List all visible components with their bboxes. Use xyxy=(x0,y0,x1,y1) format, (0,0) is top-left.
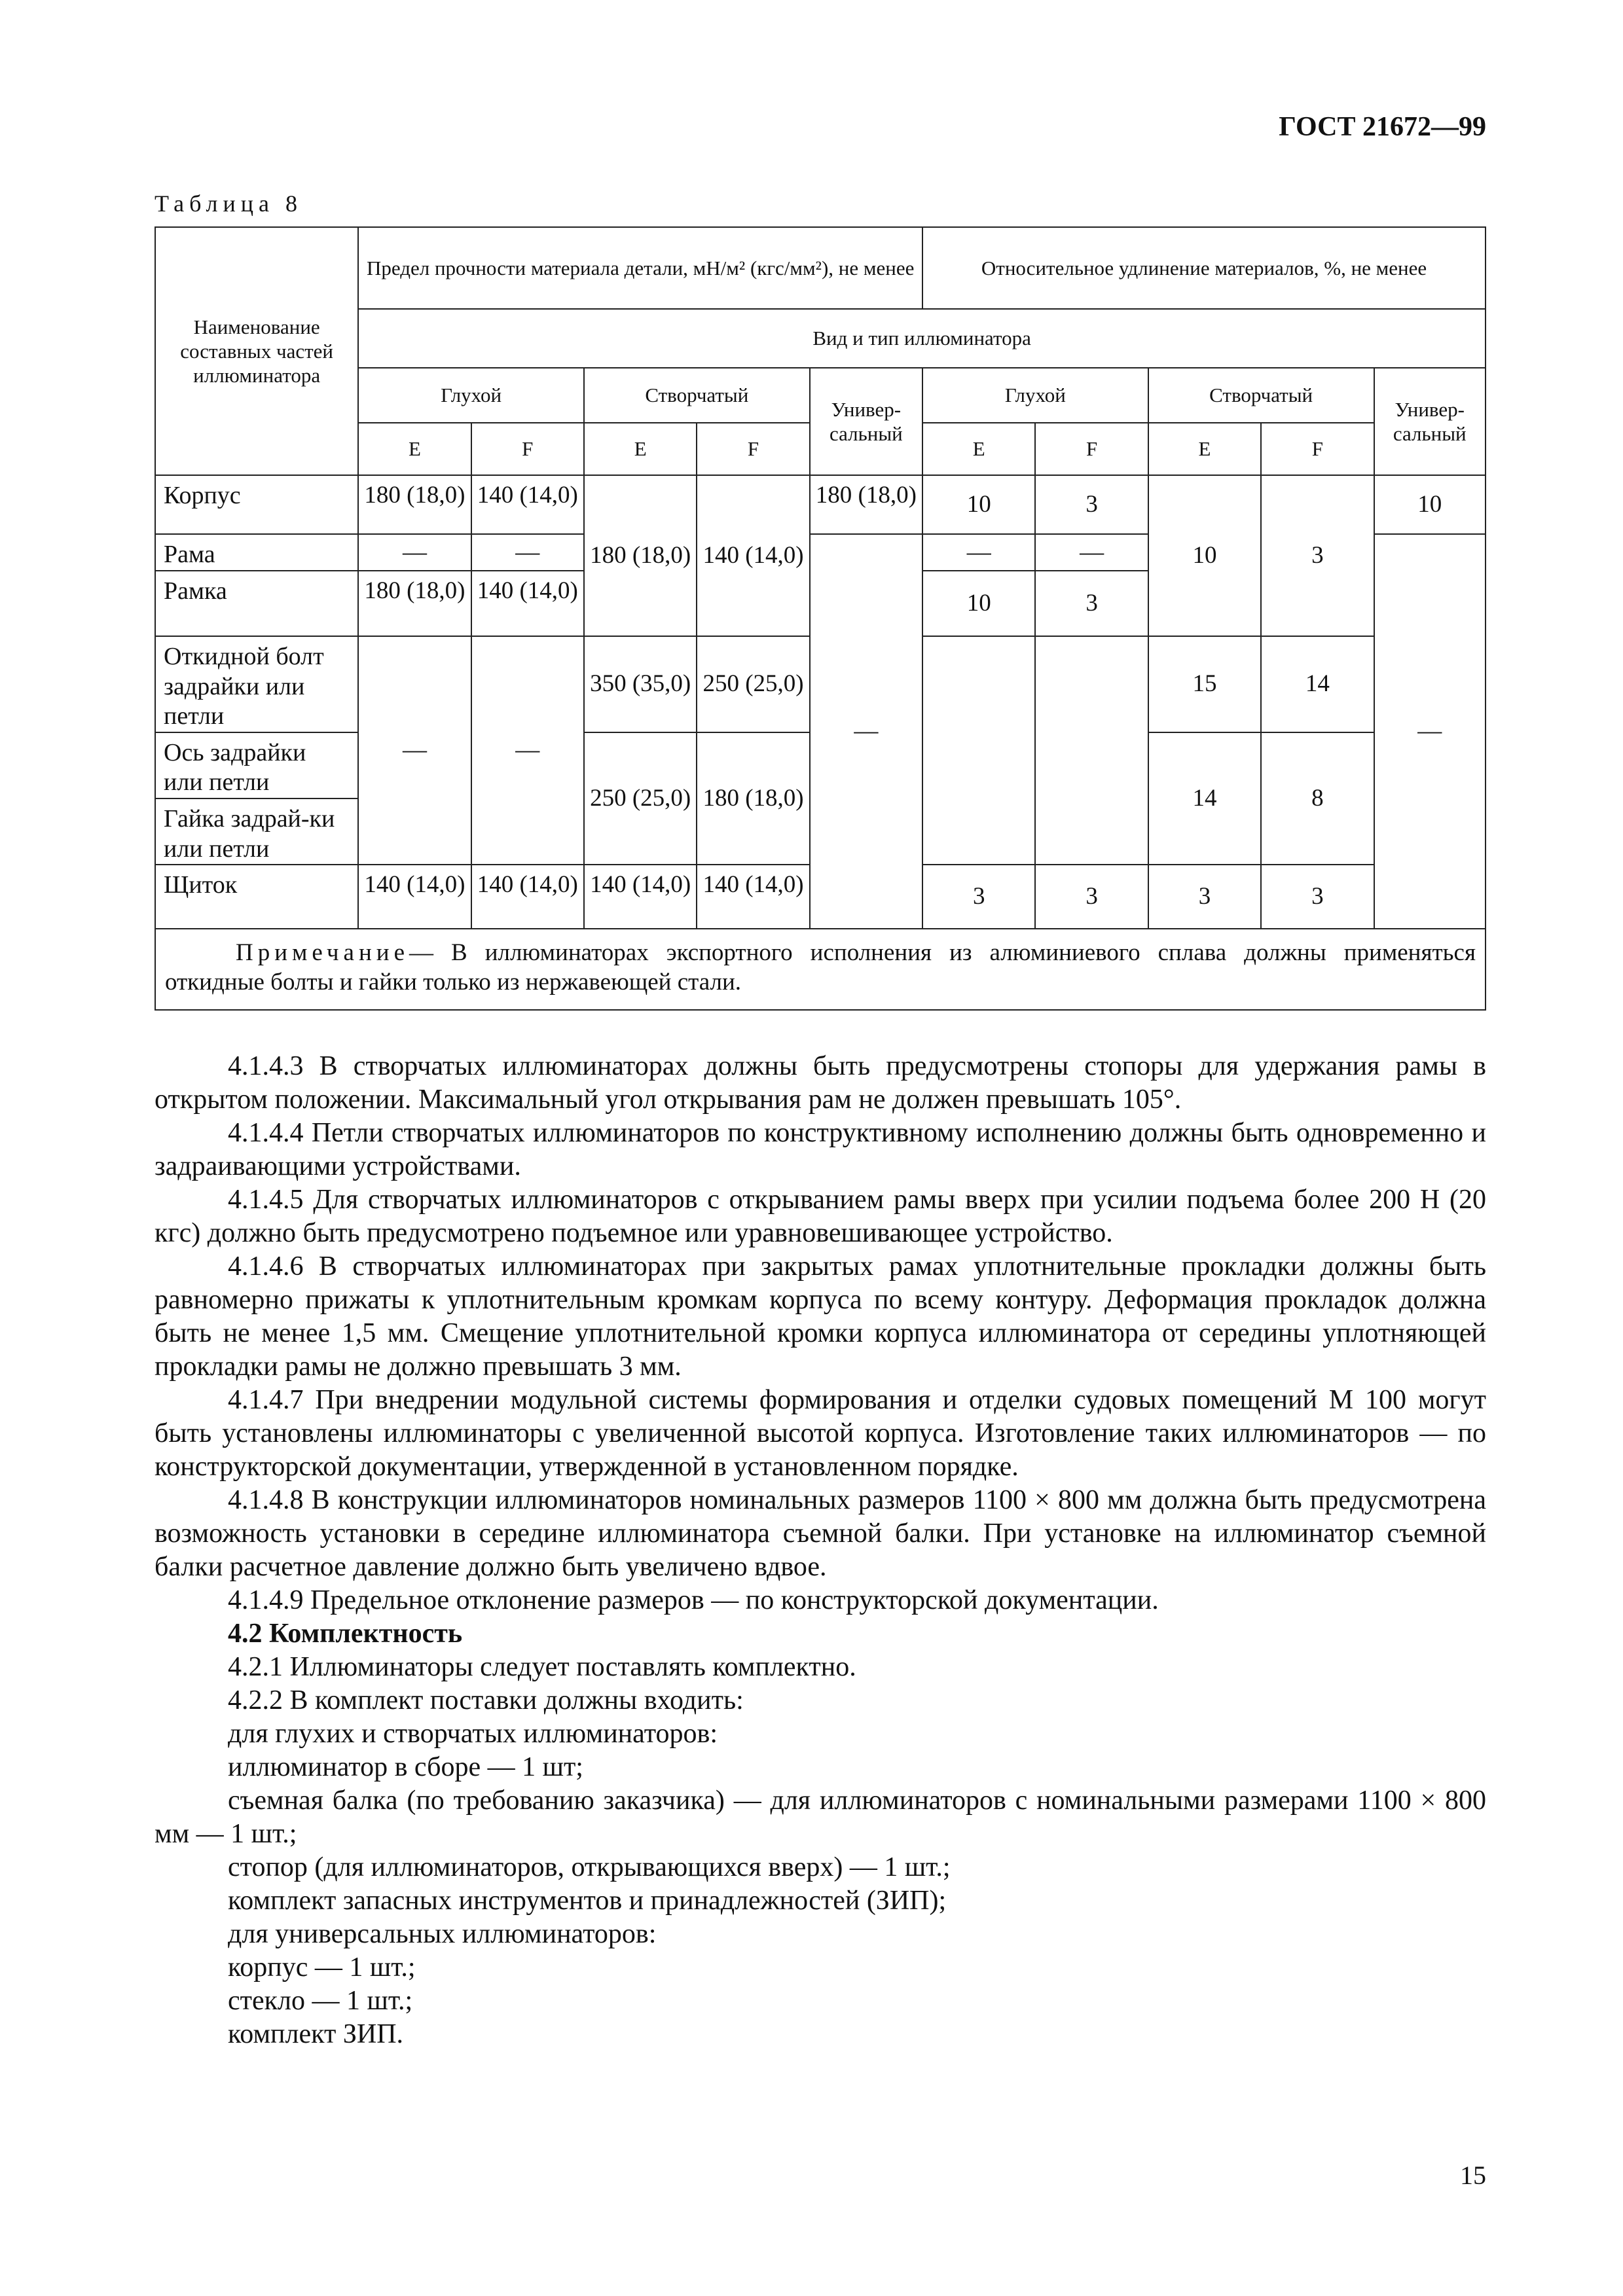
list-item: комплект запасных инструментов и принадлежностей (ЗИП); xyxy=(228,1886,947,1916)
page-number: 15 xyxy=(1460,2161,1486,2190)
header-part-name: Наименование составных частей иллюминатора xyxy=(155,227,358,475)
header-blind: Глухой xyxy=(358,368,584,423)
table-caption: Таблица 8 xyxy=(155,190,302,217)
header-f: F xyxy=(1261,423,1374,475)
cell: 180 (18,0) xyxy=(358,475,471,534)
table-note xyxy=(155,929,1486,1010)
row-name: Рамка xyxy=(155,571,358,636)
cell: 10 xyxy=(1374,475,1486,534)
list-item: для глухих и створчатых иллюминаторов: xyxy=(228,1719,718,1749)
header-universal-elong: Универ-сальный xyxy=(1374,368,1486,475)
paragraph: 4.1.4.8 В конструкции иллюминаторов номинальных размеров 1100 × 800 мм должна быть предусмотрена возможность установки в середине иллюминатора съемной балки. При установке на иллюминатор съемной балки расчетное давление должно быть увеличено вдвое. xyxy=(155,1485,1486,1582)
paragraph: 4.1.4.3 В створчатых иллюминаторах должны быть предусмотрены стопоры для удержания рамы в открытом положении. Максимальный угол открывания рам не должен превышать 105°. xyxy=(155,1051,1486,1115)
header-elongation: Относительное удлинение материалов, %, не менее xyxy=(922,227,1486,309)
paragraph: 4.1.4.5 Для створчатых иллюминаторов с открыванием рамы вверх при усилии подъема более 200 Н (20 кгс) должно быть предусмотрено подъемное или уравновешивающее устройство. xyxy=(155,1185,1486,1248)
header-type: Вид и тип иллюминатора xyxy=(358,309,1486,368)
cell: 3 xyxy=(1035,865,1148,929)
cell: 3 xyxy=(1035,571,1148,636)
properties-table xyxy=(155,226,1486,1011)
header-f: F xyxy=(697,423,809,475)
cell: — xyxy=(358,534,471,571)
cell: 140 (14,0) xyxy=(697,475,809,636)
cell: 14 xyxy=(1148,732,1261,865)
cell: 140 (14,0) xyxy=(584,865,697,929)
row-name: Корпус xyxy=(155,475,358,534)
cell: 250 (25,0) xyxy=(697,636,809,732)
paragraph: 4.1.4.6 В створчатых иллюминаторах при закрытых рамах уплотнительные прокладки должны быть равномерно прижаты к уплотнительным кромкам корпуса по всему контуру. Деформация прокладок должна быть не менее 1,5 мм. Смещение уплотнительной кромки корпуса иллюминатора от середины уплотняющей прокладки рамы не должно превышать 3 мм. xyxy=(155,1251,1486,1382)
header-e: E xyxy=(1148,423,1261,475)
cell: 10 xyxy=(922,571,1035,636)
header-f: F xyxy=(1035,423,1148,475)
cell: 350 (35,0) xyxy=(584,636,697,732)
cell: 250 (25,0) xyxy=(584,732,697,865)
header-e: E xyxy=(358,423,471,475)
cell: — xyxy=(922,534,1035,571)
cell: 180 (18,0) xyxy=(584,475,697,636)
table-note-row xyxy=(155,929,1486,1010)
list-item: стопор (для иллюминаторов, открывающихся вверх) — 1 шт.; xyxy=(228,1852,951,1882)
cell: 8 xyxy=(1261,732,1374,865)
cell: — xyxy=(810,534,922,929)
cell: — xyxy=(358,636,471,865)
list-item: съемная балка (по требованию заказчика) — для иллюминаторов с номинальными размерами 1100 × 800 мм — 1 шт.; xyxy=(155,1785,1486,1849)
list-item: стекло — 1 шт.; xyxy=(228,1986,413,2016)
header-hinged-elong: Створчатый xyxy=(1148,368,1374,423)
note-label: Примечание xyxy=(236,939,409,967)
header-e: E xyxy=(584,423,697,475)
cell: — xyxy=(1374,534,1486,929)
cell: 14 xyxy=(1261,636,1374,732)
row-name: Откидной болт задрайки или петли xyxy=(155,636,358,732)
header-hinged: Створчатый xyxy=(584,368,810,423)
header-blind-elong: Глухой xyxy=(922,368,1148,423)
list-item: иллюминатор в сборе — 1 шт; xyxy=(228,1752,583,1782)
paragraph: 4.1.4.4 Петли створчатых иллюминаторов по конструктивному исполнению должны быть одновременно и задраивающими устройствами. xyxy=(155,1118,1486,1181)
header-universal: Универ-сальный xyxy=(810,368,922,475)
cell: 3 xyxy=(1261,865,1374,929)
row-name: Рама xyxy=(155,534,358,571)
cell: 3 xyxy=(1148,865,1261,929)
cell: 140 (14,0) xyxy=(697,865,809,929)
cell: — xyxy=(471,534,584,571)
cell: 10 xyxy=(1148,475,1261,636)
list-item: комплект ЗИП. xyxy=(228,2019,404,2049)
list-item: корпус — 1 шт.; xyxy=(228,1952,416,1982)
cell: 10 xyxy=(922,475,1035,534)
cell: 180 (18,0) xyxy=(697,732,809,865)
header-e: E xyxy=(922,423,1035,475)
cell: 140 (14,0) xyxy=(471,865,584,929)
cell: 3 xyxy=(1035,475,1148,534)
header-strength: Предел прочности материала детали, мН/м² (кгс/мм²), не менее xyxy=(358,227,922,309)
header-f: F xyxy=(471,423,584,475)
row-name: Гайка задрай-ки или петли xyxy=(155,798,358,865)
cell: 15 xyxy=(1148,636,1261,732)
cell: — xyxy=(1035,534,1148,571)
body-text xyxy=(155,1050,1486,2051)
cell: 3 xyxy=(922,865,1035,929)
list-item: для универсальных иллюминаторов: xyxy=(228,1919,657,1949)
cell: 180 (18,0) xyxy=(810,475,922,534)
cell: 180 (18,0) xyxy=(358,571,471,636)
cell xyxy=(1035,636,1148,865)
table-row xyxy=(155,475,1486,534)
row-name: Щиток xyxy=(155,865,358,929)
paragraph: 4.2.1 Иллюминаторы следует поставлять комплектно. xyxy=(228,1652,856,1682)
cell: 140 (14,0) xyxy=(471,571,584,636)
paragraph: 4.1.4.7 При внедрении модульной системы формирования и отделки судовых помещений М 100 могут быть установлены иллюминаторы с увеличенной высотой корпуса. Изготовление таких иллюминаторов — по конструкторской документации, утвержденной в установленном порядке. xyxy=(155,1385,1486,1482)
cell xyxy=(922,636,1035,865)
paragraph: 4.1.4.9 Предельное отклонение размеров — по конструкторской документации. xyxy=(228,1585,1159,1615)
section-heading: 4.2 Комплектность xyxy=(228,1619,463,1649)
cell: 140 (14,0) xyxy=(471,475,584,534)
cell: 3 xyxy=(1261,475,1374,636)
paragraph: 4.2.2 В комплект поставки должны входить: xyxy=(228,1685,744,1715)
note-text: — В иллюминаторах экспортного исполнения из алюминиевого сплава должны применяться откидные болты и гайки только из нержавеющей стали. xyxy=(165,939,1476,996)
cell: — xyxy=(471,636,584,865)
cell: 140 (14,0) xyxy=(358,865,471,929)
document-code: ГОСТ 21672—99 xyxy=(1279,112,1486,142)
row-name: Ось задрайки или петли xyxy=(155,732,358,798)
